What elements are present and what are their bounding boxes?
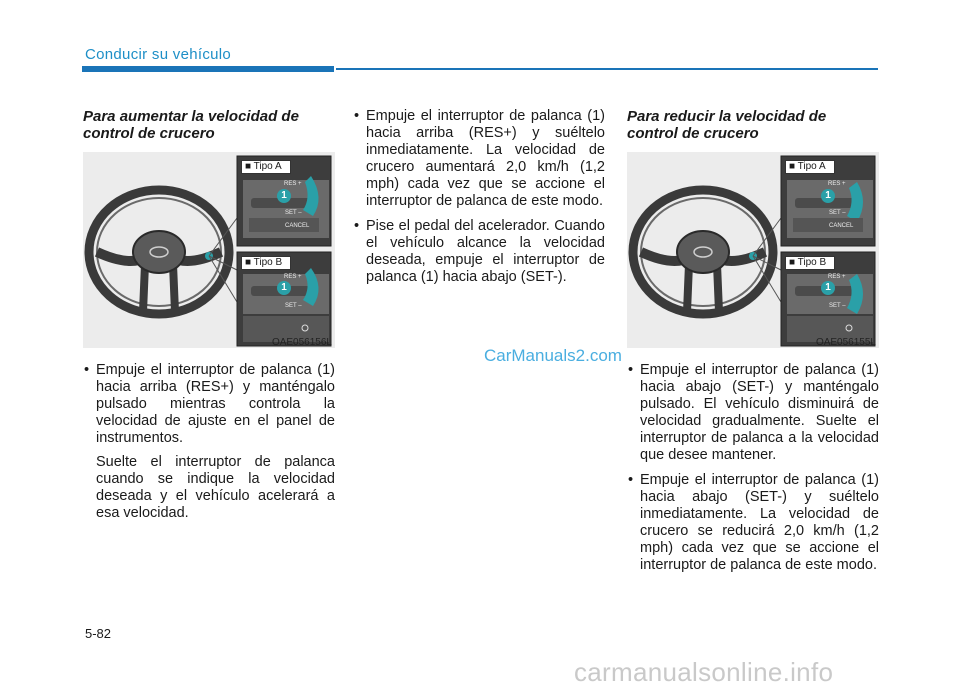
middle-column xyxy=(353,108,605,294)
panel-b-set: SET – xyxy=(829,303,846,309)
panel-a-cancel: CANCEL xyxy=(285,223,310,229)
panel-a-res: RES + xyxy=(828,181,846,187)
panel-b-num: 1 xyxy=(277,281,291,295)
page-number: 5-82 xyxy=(85,626,112,641)
increase-speed-title: Para aumentar la velocidad de control de crucero xyxy=(83,108,299,142)
panel-b-label: ■ Tipo B xyxy=(241,256,291,270)
steering-wheel-figure-decrease xyxy=(627,152,879,348)
panel-a-set: SET – xyxy=(285,210,302,216)
increase-speed-list-continued xyxy=(353,108,605,286)
panel-b-label: ■ Tipo B xyxy=(785,256,835,270)
decrease-speed-list xyxy=(627,362,879,574)
panel-a-label: ■ Tipo A xyxy=(785,160,835,174)
panel-a-num: 1 xyxy=(821,189,835,203)
panel-b-res: RES + xyxy=(284,274,302,280)
panel-b-res: RES + xyxy=(828,274,846,280)
list-item-continuation: Suelte el interruptor de palanca cuando se indique la velocidad deseada y el vehículo acelerará a esa velocidad. xyxy=(96,454,335,521)
right-column xyxy=(627,108,879,582)
section-header-title: Conducir su vehículo xyxy=(85,46,232,63)
panel-a-num: 1 xyxy=(277,189,291,203)
list-item: • Pise el pedal del acelerador. Cuando el vehículo alcance la velocidad deseada, empuje el interruptor de palanca (1) hacia abajo (SET-). xyxy=(353,218,605,286)
list-item: • Empuje el interruptor de palanca (1) hacia arriba (RES+) y suéltelo inmediatamente. La velocidad de crucero aumentará 2,0 km/h (1,2 mph) cada vez que se accione el interruptor de palanca de este modo. xyxy=(353,108,605,210)
left-column xyxy=(83,108,335,522)
footer-watermark: carmanualsonline.info xyxy=(574,657,834,687)
panel-a-set: SET – xyxy=(829,210,846,216)
decrease-speed-title: Para reducir la velocidad de control de crucero xyxy=(627,108,827,142)
panel-b-set: SET – xyxy=(285,303,302,309)
header-rule xyxy=(336,68,878,70)
steering-wheel-figure-increase xyxy=(83,152,335,348)
figure-code: OAE056156L xyxy=(271,337,332,348)
panel-a-cancel: CANCEL xyxy=(829,223,854,229)
increase-speed-list xyxy=(83,362,335,447)
panel-a-label: ■ Tipo A xyxy=(241,160,291,174)
list-item: • Empuje el interruptor de palanca (1) hacia abajo (SET-) y manténgalo pulsado. El vehículo disminuirá de velocidad gradualmente. Suelte el interruptor de palanca a la velocidad que desee mantener. xyxy=(627,362,879,464)
watermark-link[interactable]: CarManuals2.com xyxy=(484,346,622,365)
header-bar xyxy=(82,66,334,72)
figure-code: OAE056155L xyxy=(815,337,876,348)
panel-a-res: RES + xyxy=(284,181,302,187)
list-item: • Empuje el interruptor de palanca (1) hacia abajo (SET-) y suéltelo inmediatamente. La velocidad de crucero se reducirá 2,0 km/h (1,2 mph) cada vez que se accione el interruptor de palanca de este modo. xyxy=(627,472,879,574)
list-item: • Empuje el interruptor de palanca (1) hacia arriba (RES+) y manténgalo pulsado mientras controla la velocidad de ajuste en el panel de instrumentos. xyxy=(83,362,335,447)
panel-b-num: 1 xyxy=(821,281,835,295)
